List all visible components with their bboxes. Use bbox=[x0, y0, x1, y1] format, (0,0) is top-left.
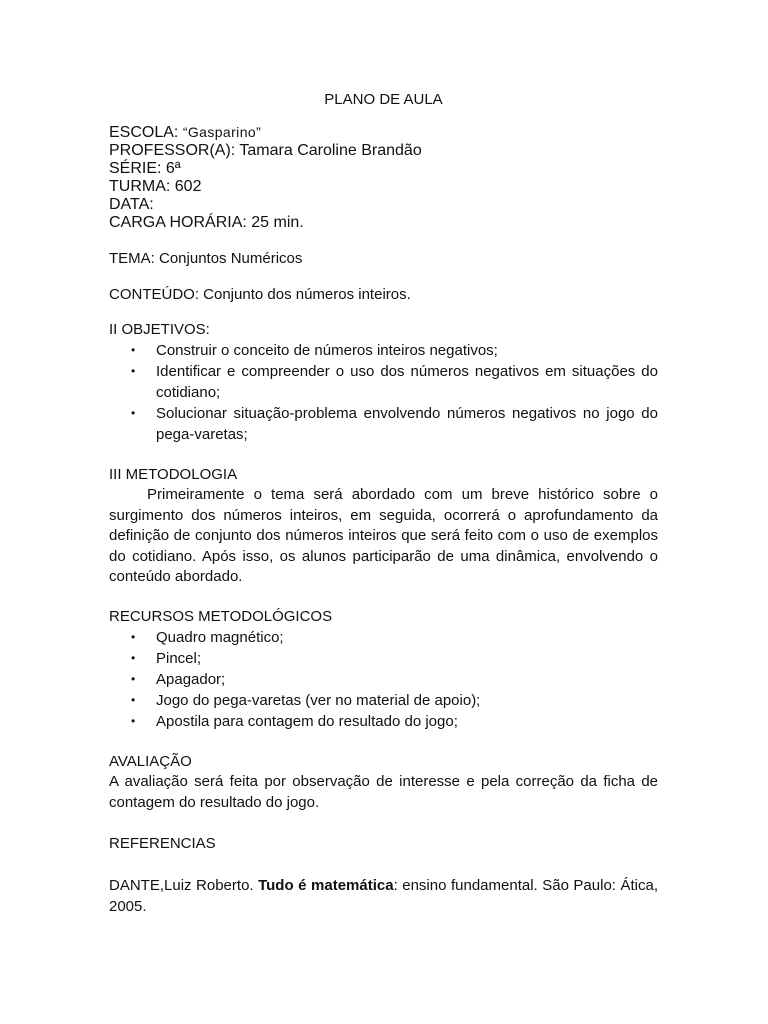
reference-entry bbox=[109, 875, 658, 917]
bullet-icon: • bbox=[131, 406, 136, 420]
objetivos-list bbox=[109, 340, 658, 445]
list-item bbox=[109, 669, 658, 690]
list-item bbox=[109, 711, 658, 732]
metodologia-paragraph: Primeiramente o tema será abordado com um breve histórico sobre o surgimento dos números inteiros, em seguida, ocorrerá o aprofundamento da definição de conjunto dos números inteiros que será feito com o uso de exemplos do cotidiano. Após isso, os alunos participarão de uma dinâmica, envolvendo o conteúdo abordado. bbox=[109, 486, 658, 586]
data-line: DATA: bbox=[109, 196, 154, 213]
list-item-text: Construir o conceito de números inteiros negativos; bbox=[156, 342, 498, 359]
avaliacao-heading: AVALIAÇÃO bbox=[109, 752, 192, 770]
reference-book-title: Tudo é matemática bbox=[258, 877, 394, 895]
bullet-icon: • bbox=[131, 650, 136, 665]
escola-line bbox=[109, 123, 658, 142]
recursos-heading: RECURSOS METODOLÓGICOS bbox=[109, 607, 333, 625]
bullet-icon: • bbox=[131, 692, 136, 707]
objetivos-heading: II OBJETIVOS: bbox=[109, 321, 210, 338]
professor-line: PROFESSOR(A): Tamara Caroline Brandão bbox=[109, 142, 422, 159]
spacer bbox=[109, 854, 658, 875]
conteudo-line: CONTEÚDO: Conjunto dos números inteiros. bbox=[109, 286, 411, 303]
bullet-icon: • bbox=[131, 713, 136, 728]
recursos-list bbox=[109, 627, 658, 732]
spacer bbox=[109, 232, 658, 249]
list-item-text: Apostila para contagem do resultado do jogo; bbox=[156, 712, 458, 730]
reference-details: : ensino fundamental. São Paulo: Ática, 2005. bbox=[109, 877, 658, 916]
spacer bbox=[109, 445, 658, 465]
escola-label: ESCOLA: bbox=[109, 124, 179, 141]
spacer bbox=[109, 813, 658, 834]
spacer bbox=[109, 269, 658, 285]
document-title: PLANO DE AULA bbox=[324, 91, 443, 108]
list-item bbox=[109, 403, 658, 445]
list-item bbox=[109, 648, 658, 669]
spacer bbox=[109, 305, 658, 320]
list-item-text: Apagador; bbox=[156, 670, 226, 688]
bullet-icon: • bbox=[131, 629, 136, 644]
spacer bbox=[109, 588, 658, 607]
escola-value: “Gasparino” bbox=[182, 124, 262, 140]
header-block bbox=[109, 123, 658, 232]
serie-line: SÉRIE: 6ª bbox=[109, 160, 181, 177]
bullet-icon: • bbox=[131, 343, 136, 357]
list-item-text: Identificar e compreender o uso dos números negativos em situações do cotidiano; bbox=[156, 363, 658, 401]
list-item bbox=[109, 340, 658, 361]
spacer bbox=[109, 732, 658, 752]
carga-horaria-line: CARGA HORÁRIA: 25 min. bbox=[109, 214, 304, 231]
document-content bbox=[109, 90, 658, 917]
metodologia-heading: III METODOLOGIA bbox=[109, 466, 238, 483]
list-item bbox=[109, 361, 658, 403]
bullet-icon: • bbox=[131, 364, 136, 378]
referencias-heading: REFERENCIAS bbox=[109, 835, 216, 853]
turma-line: TURMA: 602 bbox=[109, 178, 202, 195]
list-item-text: Quadro magnético; bbox=[156, 628, 284, 646]
list-item bbox=[109, 690, 658, 711]
list-item bbox=[109, 627, 658, 648]
list-item-text: Jogo do pega-varetas (ver no material de apoio); bbox=[156, 691, 481, 709]
list-item-text: Solucionar situação-problema envolvendo números negativos no jogo do pega-varetas; bbox=[156, 405, 658, 443]
avaliacao-paragraph: A avaliação será feita por observação de interesse e pela correção da ficha de contagem do resultado do jogo. bbox=[109, 772, 658, 811]
reference-author: DANTE,Luiz Roberto. bbox=[109, 877, 259, 895]
bullet-icon: • bbox=[131, 671, 136, 686]
tema-line: TEMA: Conjuntos Numéricos bbox=[109, 250, 303, 267]
list-item-text: Pincel; bbox=[156, 649, 202, 667]
